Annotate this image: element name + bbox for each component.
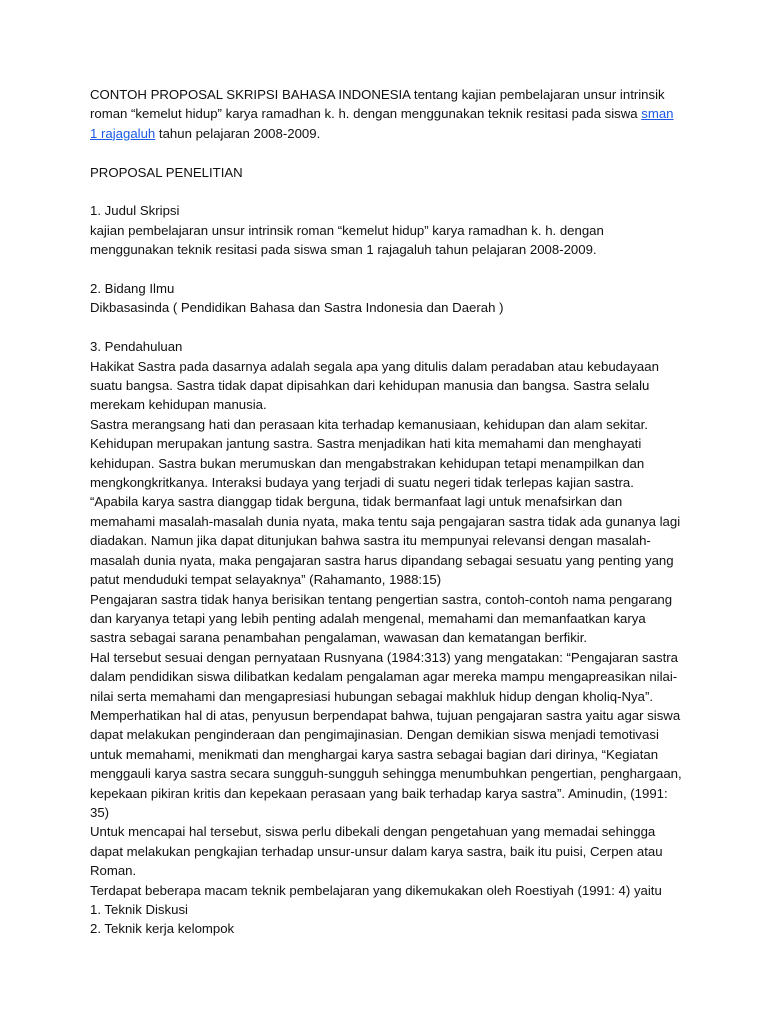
intro-text-end: tahun pelajaran 2008-2009. xyxy=(155,125,321,141)
school-link[interactable]: sman 1 rajagaluh xyxy=(90,106,674,141)
technique-list-item: 2. Teknik kerja kelompok xyxy=(90,921,235,937)
section-1-body: kajian pembelajaran unsur intrinsik roman “kemelut hidup” karya ramadhan k. h. dengan menggunakan teknik resitasi pada siswa sman 1 rajagaluh tahun pelajaran 2008-2009. xyxy=(90,222,604,258)
intro-text: CONTOH PROPOSAL SKRIPSI BAHASA INDONESIA tentang kajian pembelajaran unsur intrinsik roman “kemelut hidup” karya ramadhan k. h. dengan menggunakan teknik resitasi pada siswa xyxy=(90,87,665,122)
spacer xyxy=(90,318,682,337)
section-3-paragraph: Untuk mencapai hal tersebut, siswa perlu dibekali dengan pengetahuan yang memadai sehingga dapat melakukan pengkajian terhadap unsur-unsur dalam karya sastra, baik itu puisi, Cerpen atau Roman. xyxy=(90,824,663,879)
section-3-paragraph: Hal tersebut sesuai dengan pernyataan Rusnyana (1984:313) yang mengatakan: “Pengajaran sastra dalam pendidikan siswa dilibatkan kedalam pengalaman agar mereka mampu mengapreasikan nilai-nilai serta memahami dan mengapresiasi hubungan sebagai makhluk hidup dengan kholiq-Nya”. xyxy=(90,649,678,704)
section-3-paragraph: Memperhatikan hal di atas, penyusun berpendapat bahwa, tujuan pengajaran sastra yaitu agar siswa dapat melakukan penginderaan dan pengimajinasian. Dengan demikian siswa menjadi temotivasi untuk memahami, menikmati dan menghargai karya sastra sebagai bagian dari dirinya, “Kegiatan menggauli karya sastra secara sungguh-sungguh sehingga menumbuhkan pengertian, penghargaan, kepekaan pikiran kritis dan kepekaan perasaan yang baik terhadap karya sastra”. Aminudin, (1991: 35) xyxy=(90,707,682,820)
section-3-paragraph: Terdapat beberapa macam teknik pembelajaran yang dikemukakan oleh Roestiyah (1991: 4) yaitu xyxy=(90,882,662,898)
section-2-body: Dikbasasinda ( Pendidikan Bahasa dan Sastra Indonesia dan Daerah ) xyxy=(90,300,504,316)
section-3-paragraph: Pengajaran sastra tidak hanya berisikan tentang pengertian sastra, contoh-contoh nama pengarang dan karyanya tetapi yang lebih penting adalah mengenal, memahami dan memanfaatkan karya sastra sebagai sarana penambahan pengalaman, wawasan dan kematangan berfikir. xyxy=(90,591,673,646)
section-3-title: 3. Pendahuluan xyxy=(90,339,183,355)
spacer xyxy=(90,182,682,201)
technique-list-item: 1. Teknik Diskusi xyxy=(90,902,188,917)
proposal-heading: PROPOSAL PENELITIAN xyxy=(90,164,243,180)
spacer xyxy=(90,260,682,279)
section-3-quote: “Apabila karya sastra dianggap tidak berguna, tidak bermanfaat lagi untuk menafsirkan dan memahami masalah-masalah dunia nyata, maka tentu saja pengajaran sastra tidak ada gunanya lagi diadakan. Namun jika dapat ditunjukan bahwa sastra itu mempunyai relevansi dengan masalah-masalah dunia nyata, maka pengajaran sastra harus dipandang sebagai sesuatu yang penting yang patut menduduki tempat selayaknya” (Rahamanto, 1988:15) xyxy=(90,494,681,588)
spacer xyxy=(90,143,682,162)
section-3-paragraph: Hakikat Sastra pada dasarnya adalah segala apa yang ditulis dalam peradaban atau kebudayaan suatu bangsa. Sastra tidak dapat dipisahkan dari kehidupan manusia dan bangsa. Sastra selalu merekam kehidupan manusia. xyxy=(90,358,659,413)
section-2-title: 2. Bidang Ilmu xyxy=(90,281,175,297)
section-3-paragraph: Sastra merangsang hati dan perasaan kita terhadap kemanusiaan, kehidupan dan alam sekitar. Kehidupan merupakan jantung sastra. Sastra menjadikan hati kita memahami dan menghayati kehidupan. Sastra bukan merumuskan dan mengabstrakan kehidupan tetapi menampilkan dan mengkongkritkanya. Interaksi budaya yang terjadi di suatu negeri tidak terlepas kajian sastra. xyxy=(90,416,648,491)
section-1-title: 1. Judul Skripsi xyxy=(90,203,180,219)
intro-paragraph xyxy=(90,85,682,143)
